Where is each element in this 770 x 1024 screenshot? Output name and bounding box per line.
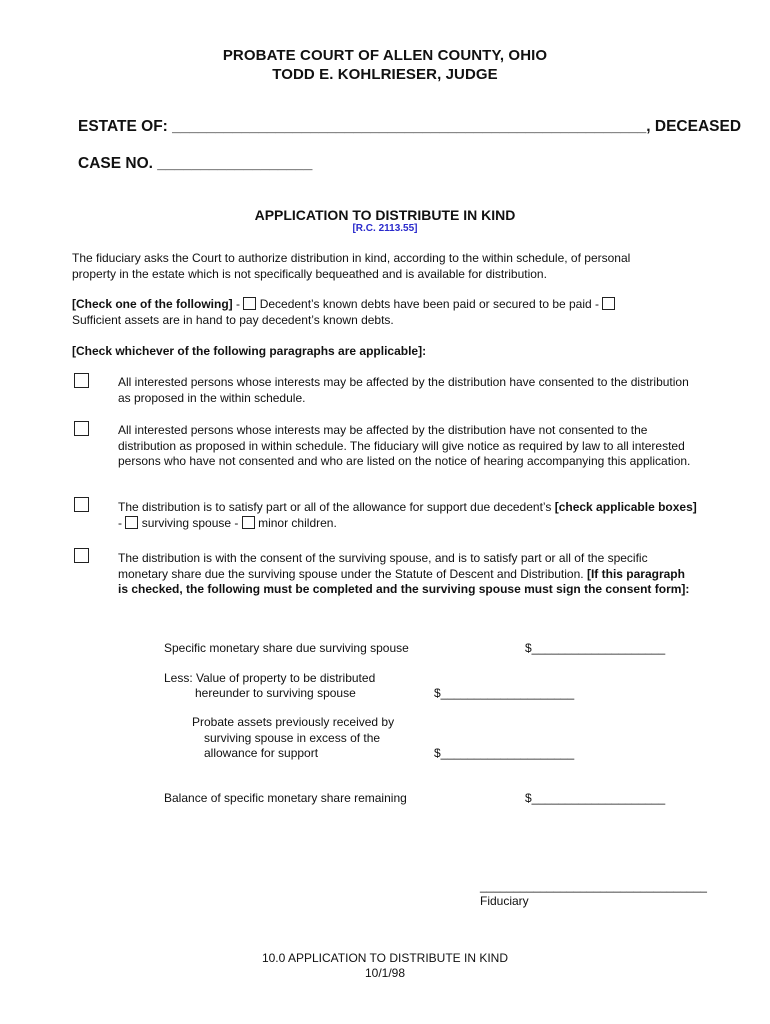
debts-paid-label: Decedent’s known debts have been paid or secured to be paid - — [259, 297, 600, 311]
fiduciary-label: Fiduciary — [480, 894, 529, 908]
specific-share-label: Specific monetary share due surviving spouse — [164, 641, 409, 655]
document-title: APPLICATION TO DISTRIBUTE IN KIND — [254, 207, 516, 223]
allowance-support-text: The distribution is to satisfy part or all of the allowance for support due decedent’s — [118, 500, 552, 514]
allowance-support-checkbox[interactable] — [74, 497, 89, 512]
case-row — [78, 155, 312, 173]
surviving-spouse-checkbox[interactable] — [125, 516, 138, 529]
surviving-spouse-label: surviving spouse - — [141, 515, 239, 530]
spouse-consent-checkbox[interactable] — [74, 548, 89, 563]
court-name: PROBATE COURT OF ALLEN COUNTY, OHIO — [222, 47, 548, 64]
not-consented-paragraph: All interested persons whose interests may be affected by the distribution have not consented to the distribution as proposed in within schedule. The fiduciary will give notice as required by law to all interested persons who have not consented and who are listed on the notice of hearing accompanying this application. — [118, 423, 691, 469]
case-number-field[interactable]: __________________ — [157, 155, 313, 172]
minor-children-checkbox[interactable] — [242, 516, 255, 529]
debts-paid-checkbox[interactable] — [243, 297, 256, 310]
consented-paragraph: All interested persons whose interests may be affected by the distribution have consented to the distribution as proposed in the within schedule. — [118, 375, 689, 405]
sufficient-assets-checkbox[interactable] — [602, 297, 615, 310]
consented-checkbox[interactable] — [74, 373, 89, 388]
estate-row — [78, 118, 741, 136]
estate-label: ESTATE OF: — [78, 118, 168, 135]
judge-name: TODD E. KOHLRIESER, JUDGE — [272, 66, 498, 83]
allowance-support-paragraph — [118, 500, 698, 531]
form-footer-title: 10.0 APPLICATION TO DISTRIBUTE IN KIND — [261, 951, 509, 965]
spouse-consent-paragraph — [118, 551, 698, 598]
dash-separator: - — [232, 297, 244, 311]
probate-assets-label-line3: allowance for support — [204, 746, 319, 760]
probate-assets-label-line1: Probate assets previously received by — [192, 715, 395, 729]
less-value-label-line2: hereunder to surviving spouse — [195, 686, 356, 700]
property-value-amount-field[interactable]: $____________________ — [434, 686, 575, 700]
specific-share-amount-field[interactable]: $____________________ — [525, 641, 666, 655]
check-one-label: [Check one of the following] — [72, 297, 233, 311]
probate-assets-amount-field[interactable]: $____________________ — [434, 746, 575, 760]
case-label: CASE NO. — [78, 155, 153, 172]
form-footer-date: 10/1/98 — [364, 966, 406, 980]
dash-separator: - — [118, 515, 126, 530]
check-boxes-instruction: [check applicable boxes] — [554, 500, 697, 514]
probate-assets-label-line2: surviving spouse in excess of the — [204, 731, 381, 745]
fiduciary-signature-line[interactable]: __________________________________ — [480, 879, 707, 893]
check-one-section — [72, 297, 692, 328]
balance-label: Balance of specific monetary share remaining — [164, 791, 407, 805]
balance-amount-field[interactable]: $____________________ — [525, 791, 666, 805]
spouse-consent-instruction: [If this paragraph is checked, the following must be completed and the surviving spouse must sign the consent form]: — [118, 566, 690, 597]
sufficient-assets-label: Sufficient assets are in hand to pay decedent’s known debts. — [72, 312, 394, 327]
spouse-consent-text: The distribution is with the consent of the surviving spouse, and is to satisfy part or all of the specific monetary share due the surviving spouse under the Statute of Descent and Distribution. — [118, 551, 648, 581]
estate-name-field[interactable]: _______________________________________________________ — [172, 118, 647, 135]
intro-paragraph: The fiduciary asks the Court to authorize distribution in kind, according to the within schedule, of personal property in the estate which is not specifically bequeathed and is available for distribution. — [72, 251, 631, 281]
statute-citation: [R.C. 2113.55] — [352, 223, 418, 234]
check-whichever-label: [Check whichever of the following paragraphs are applicable]: — [72, 344, 427, 358]
less-value-label-line1: Less: Value of property to be distributed — [164, 671, 376, 685]
not-consented-checkbox[interactable] — [74, 421, 89, 436]
deceased-label: , DECEASED — [646, 118, 742, 135]
minor-children-label: minor children. — [258, 515, 337, 530]
